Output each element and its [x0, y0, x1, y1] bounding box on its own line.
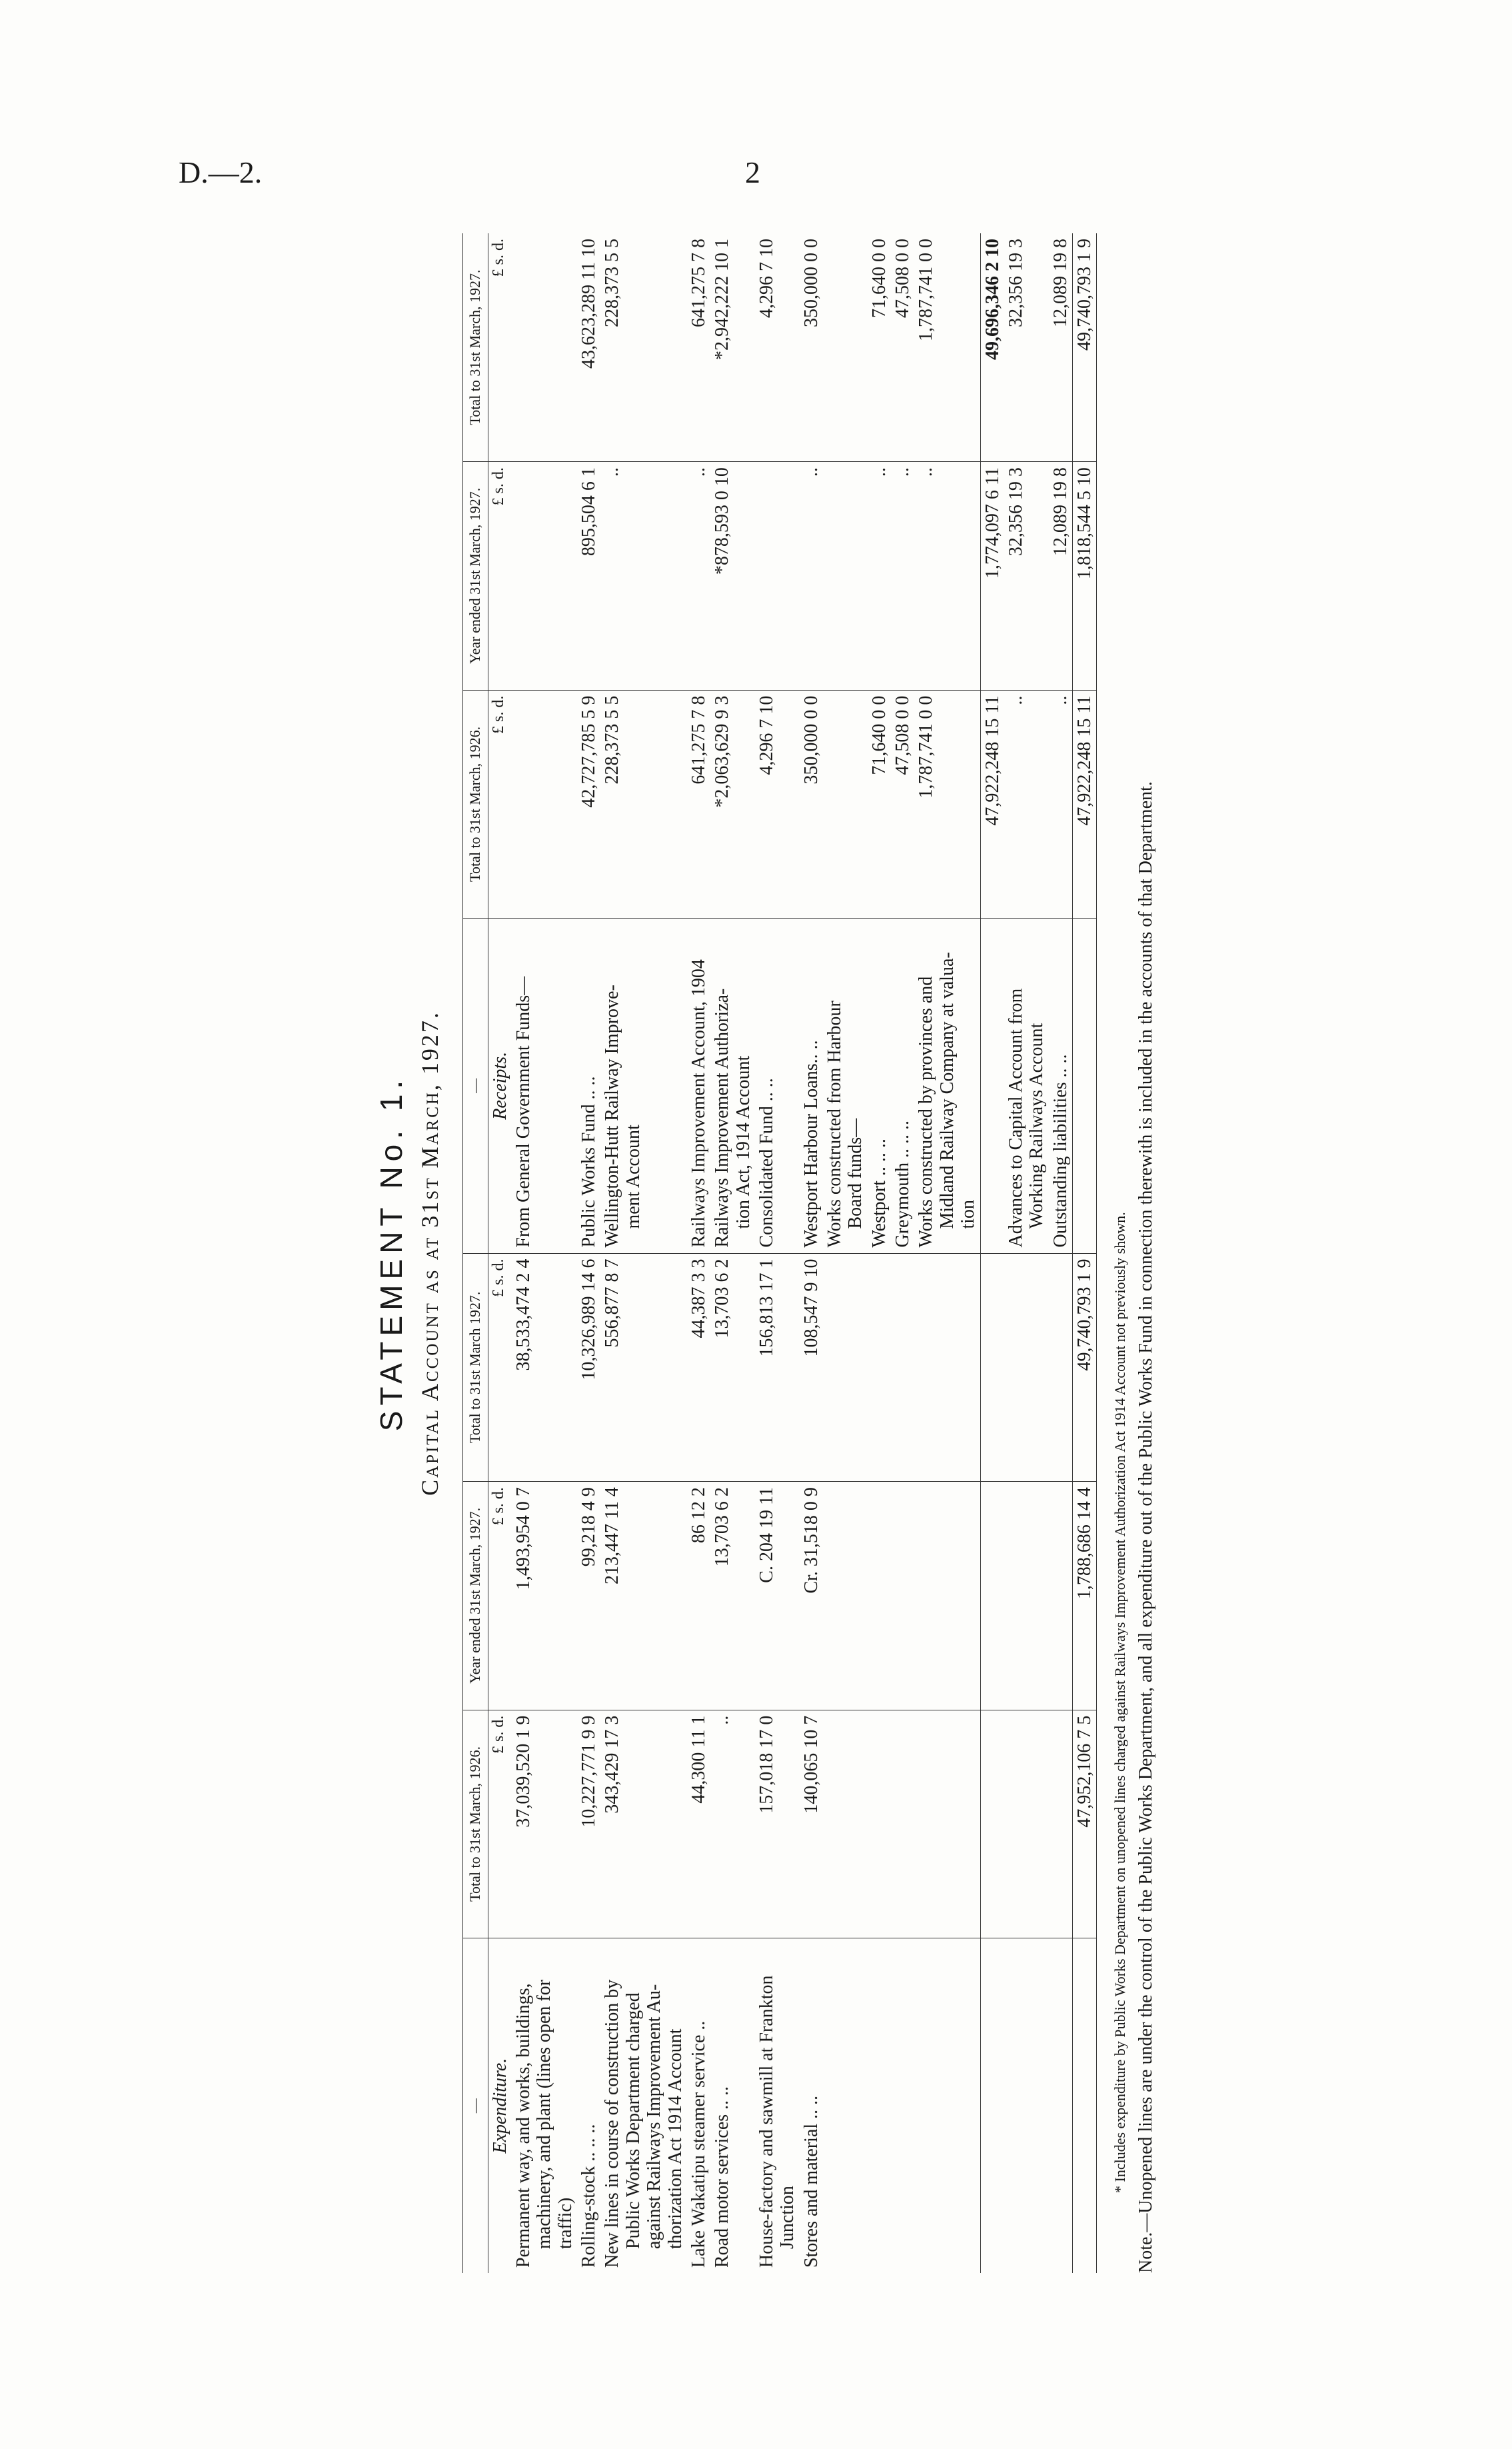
exp-total-1927-cell: [868, 1253, 891, 1482]
exp-blank-cell: [1004, 1710, 1049, 1938]
rec-total-1926-cell: 641,275 7 8: [687, 690, 710, 919]
rec-total-1926-cell: 4,296 7 10: [755, 690, 800, 919]
document-code: D.—2.: [179, 155, 263, 189]
receipts-total-label: [1072, 919, 1096, 1253]
exp-total-1926-cell: 44,300 11 1: [687, 1710, 710, 1938]
units-label: £ s. d.: [488, 1710, 512, 1938]
expenditure-item: [687, 1938, 710, 2273]
receipt-item: [868, 919, 891, 1253]
rec-total-1926-cell: 71,640 0 0: [868, 690, 891, 919]
rec-total-1927-cell: 1,787,741 0 0: [914, 233, 980, 462]
table-row: [868, 233, 891, 2273]
exp-total-1927-cell: [823, 1253, 868, 1482]
rec-total-1927-header: Total to 31st March, 1927.: [463, 233, 488, 462]
expenditure-item-label-cont: Junction: [777, 2186, 798, 2249]
exp-year-1927-cell: [891, 1482, 914, 1710]
exp-total-1926-cell: 140,065 10 7: [800, 1710, 823, 1938]
rec-total-1927-cell: [512, 233, 577, 462]
units-label: £ s. d.: [488, 1253, 512, 1482]
table-row: [800, 233, 823, 2273]
rotated-statement: [360, 233, 1186, 2273]
exp-blank-cell: [1049, 1253, 1073, 1482]
exp-total-1926-cell: [823, 1710, 868, 1938]
rec-subtotal-year: 1,774,097 6 11: [980, 462, 1004, 691]
receipt-item: [1004, 919, 1049, 1253]
capital-account-table: [462, 233, 1097, 2273]
expenditure-item: [1004, 1938, 1049, 2273]
rec-grand-total-1927: 49,740,793 1 9: [1072, 233, 1096, 462]
receipt-item: [800, 919, 823, 1253]
rec-year-1927-header: Year ended 31st March, 1927.: [463, 462, 488, 691]
exp-grand-total-1926: 47,952,106 7 5: [1072, 1710, 1096, 1938]
expenditure-item-label: Lake Wakatipu steamer service ..: [688, 2020, 709, 2268]
receipt-item-label: Works constructed by provinces and: [916, 976, 937, 1248]
table-row: [914, 233, 980, 2273]
receipt-item-label: Works constructed from Harbour: [824, 1001, 846, 1248]
rec-total-1927-cell: 641,275 7 8: [687, 233, 710, 462]
rec-year-1927-cell: ..: [868, 462, 891, 691]
exp-year-1927-cell: [868, 1482, 891, 1710]
expenditure-item-label: Permanent way, and works, buildings,: [512, 1983, 534, 2268]
receipt-item: [823, 919, 868, 1253]
receipt-item-label: Westport Harbour Loans.. ..: [800, 1040, 822, 1248]
exp-grand-total-year: 1,788,686 14 4: [1072, 1482, 1096, 1710]
receipt-item-label: Westport .. .. ..: [868, 1139, 890, 1248]
exp-grand-total-1927: 49,740,793 1 9: [1072, 1253, 1096, 1482]
expenditure-item: [800, 1938, 823, 2273]
expenditure-item: [600, 1938, 686, 2273]
exp-total-1927-cell: 38,533,474 2 4: [512, 1253, 577, 1482]
rec-grand-total-1926: 47,922,248 15 11: [1072, 690, 1096, 919]
expenditure-heading: Expenditure.: [489, 2058, 510, 2154]
expenditure-item-label: House-factory and sawmill at Frankton: [756, 1975, 777, 2268]
rec-year-1927-cell: ..: [600, 462, 686, 691]
rec-year-1927-cell: ..: [891, 462, 914, 691]
expenditure-desc-header: —: [463, 1938, 488, 2273]
rec-total-1926-cell: 47,508 0 0: [891, 690, 914, 919]
exp-total-1926-cell: [914, 1710, 980, 1938]
rec-total-1927-cell: 71,640 0 0: [868, 233, 891, 462]
exp-year-1927-cell: 86 12 2: [687, 1482, 710, 1710]
exp-total-1927-cell: 156,813 17 1: [755, 1253, 800, 1482]
exp-year-1927-cell: [914, 1482, 980, 1710]
exp-year-1927-cell: [823, 1482, 868, 1710]
expenditure-item: [512, 1938, 577, 2273]
statement-subtitle: Capital Account as at 31st March, 1927.: [416, 1011, 443, 1496]
expenditure-item: [1049, 1938, 1073, 2273]
receipt-item-label-cont: tion: [958, 1199, 979, 1229]
expenditure-item: [980, 1938, 1004, 2273]
expenditure-item: [755, 1938, 800, 2273]
page-number: 2: [745, 155, 760, 189]
table-row: [1004, 233, 1049, 2273]
exp-blank-cell: [980, 1710, 1004, 1938]
rec-year-1927-cell: 895,504 6 1: [577, 462, 600, 691]
expenditure-item-label: Stores and material .. ..: [800, 2095, 822, 2268]
rec-total-1927-cell: 32,356 19 3: [1004, 233, 1049, 462]
receipt-item: [687, 919, 710, 1253]
exp-total-1927-cell: 556,877 8 7: [600, 1253, 686, 1482]
rec-year-1927-cell: ..: [687, 462, 710, 691]
rec-year-1927-cell: ..: [914, 462, 980, 691]
receipt-item-label-cont: Working Railways Account: [1026, 1023, 1048, 1229]
exp-year-1927-cell: 213,447 11 4: [600, 1482, 686, 1710]
receipt-item-label: Railways Improvement Authoriza-: [712, 988, 733, 1248]
receipt-item: [600, 919, 686, 1253]
exp-year-1927-header: Year ended 31st March, 1927.: [463, 1482, 488, 1710]
exp-blank-cell: [980, 1482, 1004, 1710]
receipt-item: [755, 919, 800, 1253]
units-label: £ s. d.: [488, 690, 512, 919]
units-label: £ s. d.: [488, 462, 512, 691]
rec-total-1926-cell: 350,000 0 0: [800, 690, 823, 919]
expenditure-item-label-cont: traffic): [554, 2197, 576, 2249]
rec-total-1926-cell: 42,727,785 5 9: [577, 690, 600, 919]
receipt-item: [914, 919, 980, 1253]
exp-blank-cell: [1004, 1253, 1049, 1482]
column-header-row: [463, 233, 488, 2273]
expenditure-item: [577, 1938, 600, 2273]
receipt-item: [1049, 919, 1073, 1253]
table-row: [755, 233, 800, 2273]
exp-total-1926-cell: 37,039,520 1 9: [512, 1710, 577, 1938]
receipt-item: [512, 919, 577, 1253]
rec-year-1927-cell: 12,089 19 8: [1049, 462, 1073, 691]
exp-total-1927-cell: [891, 1253, 914, 1482]
exp-blank-cell: [980, 1253, 1004, 1482]
exp-total-1927-cell: 108,547 9 10: [800, 1253, 823, 1482]
receipts-subtotal-row: [980, 233, 1004, 2273]
receipt-item-label: Consolidated Fund .. ..: [756, 1078, 777, 1248]
expenditure-item: [914, 1938, 980, 2273]
table-row: [600, 233, 686, 2273]
rec-grand-total-year: 1,818,544 5 10: [1072, 462, 1096, 691]
expenditure-item: [710, 1938, 755, 2273]
rec-subtotal-1927: 49,696,346 2 10: [980, 233, 1004, 462]
rec-year-1927-cell: [512, 462, 577, 691]
exp-total-1927-cell: 10,326,989 14 6: [577, 1253, 600, 1482]
rec-total-1926-cell: [512, 690, 577, 919]
receipt-item-label-cont: Board funds—: [845, 1118, 866, 1229]
rec-total-1926-cell: 1,787,741 0 0: [914, 690, 980, 919]
expenditure-item-label: New lines in course of construction by: [602, 1979, 623, 2268]
rec-total-1926-header: Total to 31st March, 1926.: [463, 690, 488, 919]
expenditure-item-label: Rolling-stock .. .. ..: [578, 2124, 600, 2268]
exp-year-1927-cell: 1,493,954 0 7: [512, 1482, 577, 1710]
statement-title: STATEMENT No. 1.: [374, 1075, 408, 1432]
table-row: [823, 233, 868, 2273]
rec-year-1927-cell: [823, 462, 868, 691]
rec-total-1926-cell: [823, 690, 868, 919]
receipt-item-label: From General Government Funds—: [512, 976, 534, 1248]
table-row: [687, 233, 710, 2273]
table-row: [710, 233, 755, 2273]
receipt-item-label: Outstanding liabilities .. ..: [1050, 1054, 1071, 1248]
receipt-item: [710, 919, 755, 1253]
expenditure-item: [868, 1938, 891, 2273]
receipt-item: [577, 919, 600, 1253]
receipt-item-label: Wellington-Hutt Railway Improve-: [602, 985, 623, 1248]
exp-total-1927-cell: 13,703 6 2: [710, 1253, 755, 1482]
units-label: £ s. d.: [488, 1482, 512, 1710]
exp-total-1926-cell: [891, 1710, 914, 1938]
rec-total-1926-cell: ..: [1049, 690, 1073, 919]
table-row: [577, 233, 600, 2273]
rec-total-1927-cell: 43,623,289 11 10: [577, 233, 600, 462]
receipt-item-label: Railways Improvement Account, 1904: [688, 959, 709, 1248]
rec-total-1926-cell: 228,373 5 5: [600, 690, 686, 919]
rec-total-1927-cell: 47,508 0 0: [891, 233, 914, 462]
expenditure-item-label-cont: Public Works Department charged: [622, 1992, 644, 2249]
rec-year-1927-cell: *878,593 0 10: [710, 462, 755, 691]
note: Note.—Unopened lines are under the control of the Public Works Department, and all expenditure out of the Public Works Fund in connection therewith is included in the accounts of that Department.: [1135, 781, 1157, 2273]
rec-total-1927-cell: 228,373 5 5: [600, 233, 686, 462]
expenditure-item-label: Road motor services .. ..: [712, 2086, 733, 2268]
receipt-item: [980, 919, 1004, 1253]
receipts-heading: Receipts.: [488, 919, 512, 1253]
exp-total-1927-cell: 44,387 3 3: [687, 1253, 710, 1482]
rec-year-1927-cell: ..: [800, 462, 823, 691]
exp-blank-cell: [1004, 1482, 1049, 1710]
exp-blank-cell: [1049, 1710, 1073, 1938]
rec-subtotal-1926: 47,922,248 15 11: [980, 690, 1004, 919]
expenditure-item-label-cont: machinery, and plant (lines open for: [534, 1979, 555, 2249]
exp-total-1926-header: Total to 31st March, 1926.: [463, 1710, 488, 1938]
table-row: [1049, 233, 1073, 2273]
table-row: [512, 233, 577, 2273]
exp-total-1926-cell: 10,227,771 9 9: [577, 1710, 600, 1938]
exp-total-1926-cell: 157,018 17 0: [755, 1710, 800, 1938]
expenditure-item: [823, 1938, 868, 2273]
expenditure-item-label-cont: against Railways Improvement Au-: [644, 1984, 665, 2249]
receipt-item-label: Greymouth .. .. ..: [892, 1121, 914, 1248]
exp-year-1927-cell: Cr. 31,518 0 9: [800, 1482, 823, 1710]
expenditure-item: [891, 1938, 914, 2273]
rec-total-1926-cell: *2,063,629 9 3: [710, 690, 755, 919]
title-block: [373, 233, 444, 2273]
exp-year-1927-cell: 99,218 4 9: [577, 1482, 600, 1710]
table-row: [891, 233, 914, 2273]
exp-blank-cell: [1049, 1482, 1073, 1710]
rec-total-1926-cell: ..: [1004, 690, 1049, 919]
rec-total-1927-cell: 4,296 7 10: [755, 233, 800, 462]
rec-year-1927-cell: 32,356 19 3: [1004, 462, 1049, 691]
receipt-item-label: Advances to Capital Account from: [1005, 988, 1026, 1248]
exp-total-1926-cell: ..: [710, 1710, 755, 1938]
units-label: £ s. d.: [488, 233, 512, 462]
exp-total-1926-cell: [868, 1710, 891, 1938]
expenditure-item-label-cont: thorization Act 1914 Account: [664, 2028, 686, 2249]
totals-row: [1072, 233, 1096, 2273]
receipt-item-label-cont: tion Act, 1914 Account: [732, 1055, 754, 1229]
exp-total-1927-header: Total to 31st March 1927.: [463, 1253, 488, 1482]
footnote: * Includes expenditure by Public Works Department on unopened lines charged against Railways Improvement Authorization Act 1914 Account not previously shown.: [1112, 1212, 1129, 2193]
expenditure-total-label: [1072, 1938, 1096, 2273]
rec-total-1927-cell: 12,089 19 8: [1049, 233, 1073, 462]
rec-year-1927-cell: [755, 462, 800, 691]
rec-total-1927-cell: 350,000 0 0: [800, 233, 823, 462]
exp-total-1927-cell: [914, 1253, 980, 1482]
receipt-item-label-cont: Midland Railway Company at valua-: [936, 952, 958, 1229]
receipts-desc-header: —: [463, 919, 488, 1253]
exp-total-1926-cell: 343,429 17 3: [600, 1710, 686, 1938]
rec-total-1927-cell: *2,942,222 10 1: [710, 233, 755, 462]
receipt-item-label: Public Works Fund .. ..: [578, 1076, 600, 1248]
exp-year-1927-cell: 13,703 6 2: [710, 1482, 755, 1710]
heading-row: [488, 233, 512, 2273]
exp-year-1927-cell: C. 204 19 11: [755, 1482, 800, 1710]
receipt-item: [891, 919, 914, 1253]
rec-total-1927-cell: [823, 233, 868, 462]
receipt-item-label-cont: ment Account: [622, 1125, 644, 1229]
